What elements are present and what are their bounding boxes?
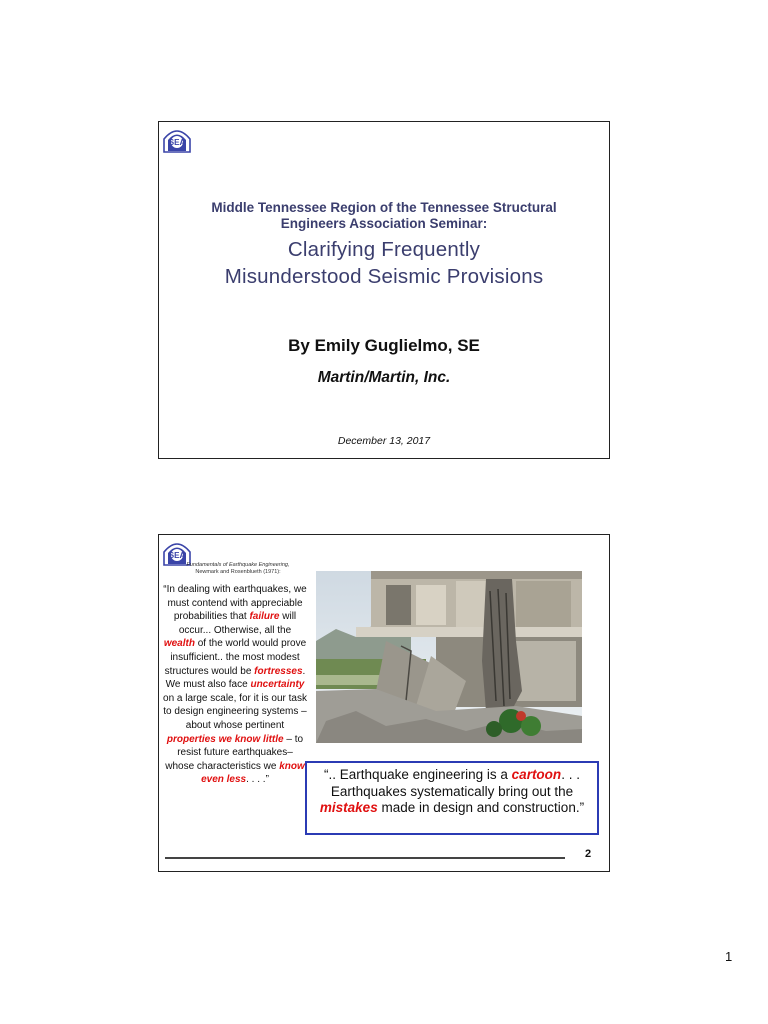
slide-1 (158, 121, 610, 459)
box-text: “.. Earthquake engineering is a (324, 767, 512, 782)
slide-number: 2 (585, 848, 592, 860)
citation-title: Fundamentals of Earthquake Engineering, (186, 562, 290, 568)
footer-divider (165, 857, 565, 859)
quote-text: will occur... Otherwise, all the (178, 611, 297, 636)
quote-highlight: wealth (163, 638, 195, 650)
citation-authors: Newmark and Rosenblueth (1971): (195, 569, 281, 575)
svg-text:SEA: SEA (168, 551, 186, 560)
quote-text: “In dealing with earthquakes, we must contend with appreciable probabilities that (163, 584, 307, 623)
quote-highlight: properties we know little (166, 733, 284, 745)
date: December 13, 2017 (337, 435, 431, 447)
title-line-1: Clarifying Frequently (287, 238, 481, 261)
society-logo-icon (161, 125, 193, 153)
quote-text: . We must also face (165, 665, 306, 691)
collapsed-building-photo (316, 571, 582, 743)
quote-highlight: fortresses (254, 665, 303, 677)
cartoon-quote-box (305, 761, 599, 835)
title-line-2: Misunderstood Seismic Provisions (224, 265, 544, 288)
quote-text: on a large scale, for it is our task to design engineering systems – about whose pertinent (163, 692, 307, 731)
quote-text: – to resist future earthquakes– whose characteristics we (165, 733, 304, 772)
box-text: . . . Earthquakes systematically bring out the (330, 767, 580, 799)
company: Martin/Martin, Inc. (317, 369, 451, 386)
header-line-2: Engineers Association Seminar: (280, 216, 488, 231)
quote-text: . . . .” (246, 774, 269, 786)
seminar-header (159, 200, 609, 232)
box-text: made in design and construction.” (377, 800, 585, 815)
svg-text:SEA: SEA (168, 138, 186, 147)
author: By Emily Guglielmo, SE (288, 336, 480, 355)
box-highlight: mistakes (319, 800, 378, 815)
newmark-quote (162, 583, 308, 787)
quote-highlight: uncertainty (250, 679, 305, 691)
page-number: 1 (725, 949, 733, 964)
box-highlight: cartoon (511, 767, 562, 782)
seminar-title (159, 236, 609, 290)
header-line-1: Middle Tennessee Region of the Tennessee Structural (211, 200, 557, 215)
citation (169, 562, 307, 576)
quote-highlight: failure (249, 611, 280, 623)
slide-2 (158, 534, 610, 872)
quote-highlight: know even less (201, 760, 305, 786)
quote-text: of the world would prove insufficient.. the most modest structures would be (164, 638, 307, 677)
